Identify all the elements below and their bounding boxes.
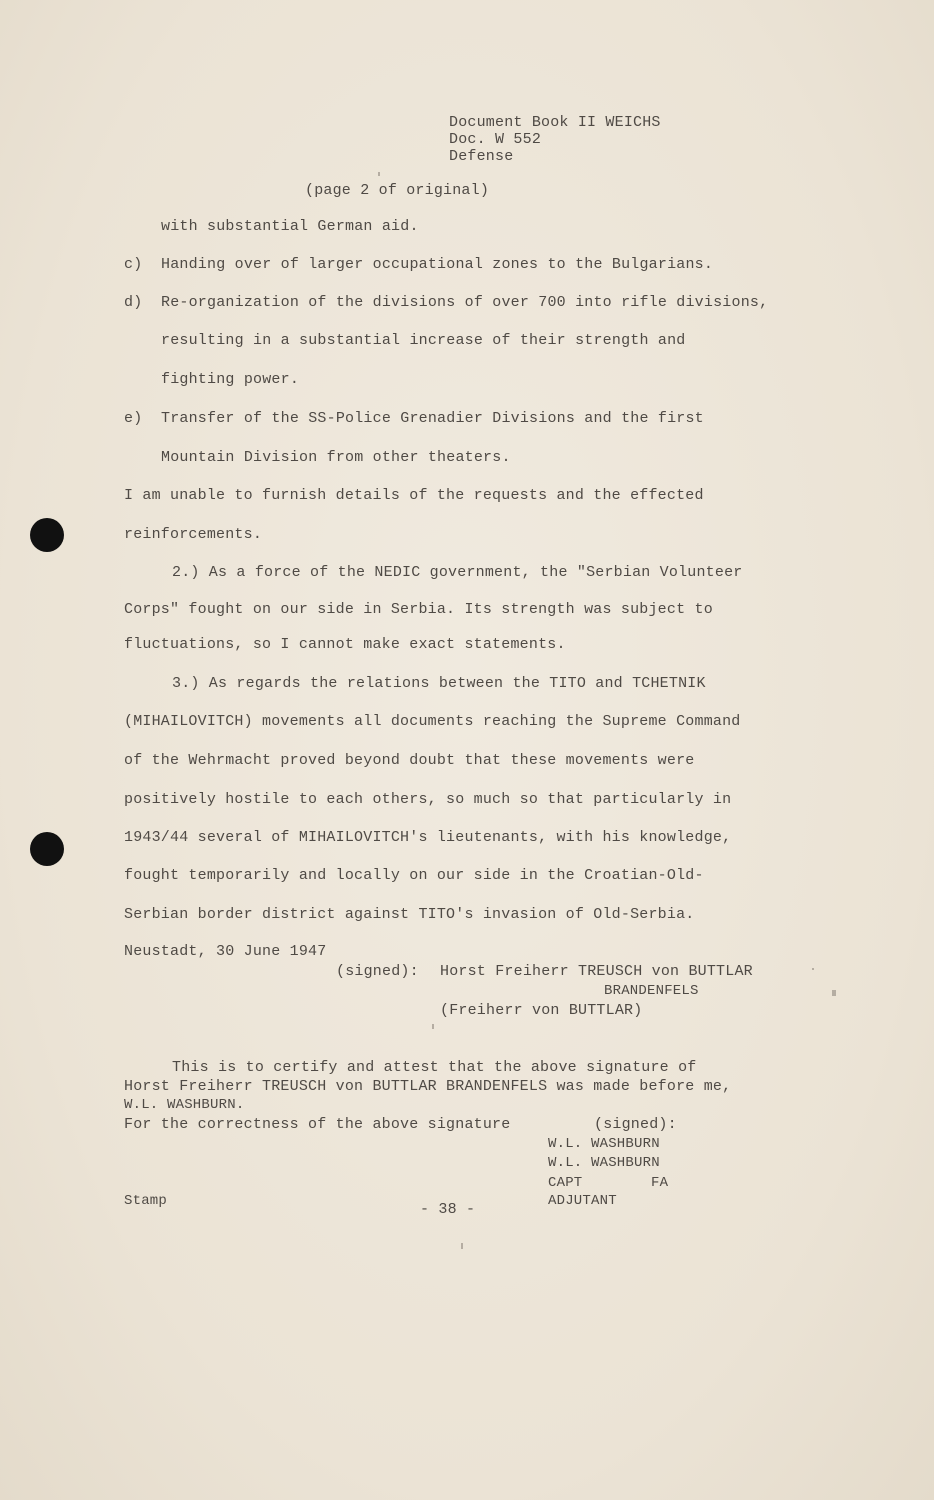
body-line: with substantial German aid. bbox=[161, 218, 419, 235]
list-label-d: d) bbox=[124, 294, 143, 311]
certification-line2: Horst Freiherr TREUSCH von BUTTLAR BRANDENFELS was made before me, bbox=[124, 1078, 732, 1095]
stamp-label: Stamp bbox=[124, 1193, 168, 1209]
header-defense: Defense bbox=[449, 148, 514, 165]
paragraph-2-line2: Corps" fought on our side in Serbia. Its strength was subject to bbox=[124, 601, 713, 618]
certification-line4: For the correctness of the above signature bbox=[124, 1116, 511, 1133]
paragraph-3-line1: 3.) As regards the relations between the TITO and TCHETNIK bbox=[172, 675, 706, 692]
page-reference: (page 2 of original) bbox=[305, 182, 490, 199]
paragraph-2-line3: fluctuations, so I cannot make exact statements. bbox=[124, 636, 566, 653]
paragraph-line: I am unable to furnish details of the requests and the effected bbox=[124, 487, 704, 504]
list-item-c: Handing over of larger occupational zones to the Bulgarians. bbox=[161, 256, 714, 273]
header-doc-number: Doc. W 552 bbox=[449, 131, 542, 148]
paper-speck bbox=[812, 968, 814, 970]
certifier-title: ADJUTANT bbox=[548, 1193, 617, 1209]
paragraph-3-line2: (MIHAILOVITCH) movements all documents reaching the Supreme Command bbox=[124, 713, 741, 730]
certifier-branch: FA bbox=[651, 1175, 669, 1191]
paragraph-3-line3: of the Wehrmacht proved beyond doubt that these movements were bbox=[124, 752, 695, 769]
punch-hole-bottom bbox=[30, 832, 64, 866]
list-item-d-line2: resulting in a substantial increase of their strength and bbox=[161, 332, 686, 349]
paragraph-3-line7: Serbian border district against TITO's invasion of Old-Serbia. bbox=[124, 906, 695, 923]
list-label-e: e) bbox=[124, 410, 143, 427]
paper-speck bbox=[378, 172, 380, 176]
paper-speck bbox=[461, 1243, 463, 1249]
list-item-e-line2: Mountain Division from other theaters. bbox=[161, 449, 511, 466]
paragraph-2-line1: 2.) As a force of the NEDIC government, the "Serbian Volunteer bbox=[172, 564, 743, 581]
punch-hole-top bbox=[30, 518, 64, 552]
certifier-rank: CAPT bbox=[548, 1175, 583, 1191]
signatory-name: Horst Freiherr TREUSCH von BUTTLAR bbox=[440, 963, 753, 980]
list-item-d-line1: Re-organization of the divisions of over 700 into rifle divisions, bbox=[161, 294, 769, 311]
place-date: Neustadt, 30 June 1947 bbox=[124, 943, 327, 960]
paper-speck bbox=[832, 990, 836, 996]
paragraph-3-line4: positively hostile to each others, so much so that particularly in bbox=[124, 791, 732, 808]
paragraph-3-line5: 1943/44 several of MIHAILOVITCH's lieutenants, with his knowledge, bbox=[124, 829, 732, 846]
signatory-short-name: (Freiherr von BUTTLAR) bbox=[440, 1002, 643, 1019]
certifier-signature: W.L. WASHBURN bbox=[548, 1136, 660, 1152]
list-label-c: c) bbox=[124, 256, 143, 273]
paragraph-3-line6: fought temporarily and locally on our side in the Croatian-Old- bbox=[124, 867, 704, 884]
signatory-name-cont: BRANDENFELS bbox=[604, 983, 699, 999]
header-doc-book: Document Book II WEICHS bbox=[449, 114, 661, 131]
certification-signed-label: (signed): bbox=[594, 1116, 677, 1133]
certification-line1: This is to certify and attest that the above signature of bbox=[172, 1059, 697, 1076]
signed-label: (signed): bbox=[336, 963, 419, 980]
page-number: - 38 - bbox=[420, 1201, 476, 1218]
paper-speck bbox=[432, 1024, 434, 1029]
list-item-d-line3: fighting power. bbox=[161, 371, 300, 388]
paragraph-line: reinforcements. bbox=[124, 526, 263, 543]
certifier-name: W.L. WASHBURN bbox=[548, 1155, 660, 1171]
list-item-e-line1: Transfer of the SS-Police Grenadier Divisions and the first bbox=[161, 410, 704, 427]
certification-line3: W.L. WASHBURN. bbox=[124, 1097, 245, 1113]
